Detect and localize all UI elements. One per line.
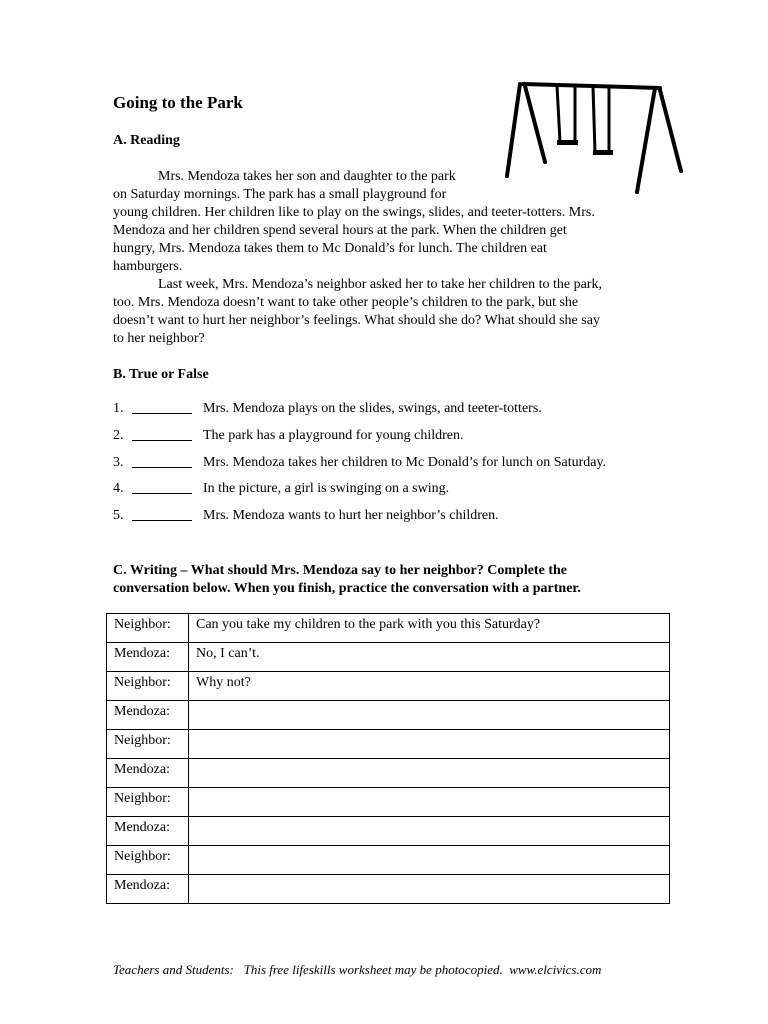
dialogue-cell-blank[interactable] bbox=[189, 817, 670, 846]
item-statement: Mrs. Mendoza plays on the slides, swings, and teeter-totters. bbox=[203, 401, 542, 416]
section-a-heading: A. Reading bbox=[113, 133, 180, 148]
conversation-row bbox=[107, 759, 670, 788]
conversation-table bbox=[106, 613, 670, 904]
speaker-cell: Neighbor: bbox=[107, 730, 189, 759]
item-statement: In the picture, a girl is swinging on a swing. bbox=[203, 481, 450, 496]
speaker-cell: Neighbor: bbox=[107, 614, 189, 643]
item-number: 5. bbox=[113, 508, 124, 523]
speaker-cell: Mendoza: bbox=[107, 643, 189, 672]
answer-blank[interactable] bbox=[132, 480, 192, 494]
answer-blank[interactable] bbox=[132, 507, 192, 521]
item-number: 1. bbox=[113, 401, 124, 416]
speaker-cell: Neighbor: bbox=[107, 846, 189, 875]
conversation-row bbox=[107, 817, 670, 846]
reading-paragraph-1: Mrs. Mendoza takes her son and daughter to the park on Saturday mornings. The park has a small playground for young children. Her children like to play on the swings, slides, and teeter-totters. Mrs. Mendoza and her children spend several hours at the park. When the children get hungry, Mrs. Mendoza takes them to Mc Donald’s for lunch. The children eat hamburgers. bbox=[113, 169, 595, 274]
dialogue-cell-blank[interactable] bbox=[189, 759, 670, 788]
conversation-row bbox=[107, 846, 670, 875]
section-c-heading: C. Writing – What should Mrs. Mendoza say to her neighbor? Complete the conversation below. When you finish, practice the conversation with a partner. bbox=[113, 563, 581, 596]
section-b-heading: B. True or False bbox=[113, 367, 209, 382]
item-number: 2. bbox=[113, 428, 124, 443]
conversation-row bbox=[107, 788, 670, 817]
speaker-cell: Neighbor: bbox=[107, 672, 189, 701]
footer-note: Teachers and Students: This free lifeskills worksheet may be photocopied. www.elcivics.com bbox=[113, 962, 602, 977]
conversation-row bbox=[107, 672, 670, 701]
dialogue-cell-blank[interactable] bbox=[189, 846, 670, 875]
speaker-cell: Neighbor: bbox=[107, 788, 189, 817]
answer-blank[interactable] bbox=[132, 454, 192, 468]
answer-blank[interactable] bbox=[132, 427, 192, 441]
dialogue-cell-blank[interactable] bbox=[189, 788, 670, 817]
dialogue-cell-blank[interactable] bbox=[189, 730, 670, 759]
speaker-cell: Mendoza: bbox=[107, 701, 189, 730]
item-statement: Mrs. Mendoza wants to hurt her neighbor’s children. bbox=[203, 508, 499, 523]
conversation-row bbox=[107, 701, 670, 730]
item-statement: Mrs. Mendoza takes her children to Mc Donald’s for lunch on Saturday. bbox=[203, 455, 607, 470]
answer-blank[interactable] bbox=[132, 400, 192, 414]
dialogue-cell: Can you take my children to the park with you this Saturday? bbox=[189, 614, 670, 643]
conversation-row bbox=[107, 730, 670, 759]
speaker-cell: Mendoza: bbox=[107, 817, 189, 846]
dialogue-cell: Why not? bbox=[189, 672, 670, 701]
speaker-cell: Mendoza: bbox=[107, 759, 189, 788]
conversation-row bbox=[107, 614, 670, 643]
item-number: 3. bbox=[113, 455, 124, 470]
conversation-row bbox=[107, 643, 670, 672]
item-number: 4. bbox=[113, 481, 124, 496]
dialogue-cell-blank[interactable] bbox=[189, 875, 670, 904]
item-statement: The park has a playground for young children. bbox=[203, 428, 464, 443]
dialogue-cell: No, I can’t. bbox=[189, 643, 670, 672]
speaker-cell: Mendoza: bbox=[107, 875, 189, 904]
dialogue-cell-blank[interactable] bbox=[189, 701, 670, 730]
reading-paragraph-2: Last week, Mrs. Mendoza’s neighbor asked her to take her children to the park, too. Mrs. Mendoza doesn’t want to take other people’s children to the park, but she doesn’t want to hurt her neighbor’s feelings. What should she do? What should she say to her neighbor? bbox=[113, 277, 602, 346]
page-title: Going to the Park bbox=[113, 93, 243, 112]
conversation-row bbox=[107, 875, 670, 904]
